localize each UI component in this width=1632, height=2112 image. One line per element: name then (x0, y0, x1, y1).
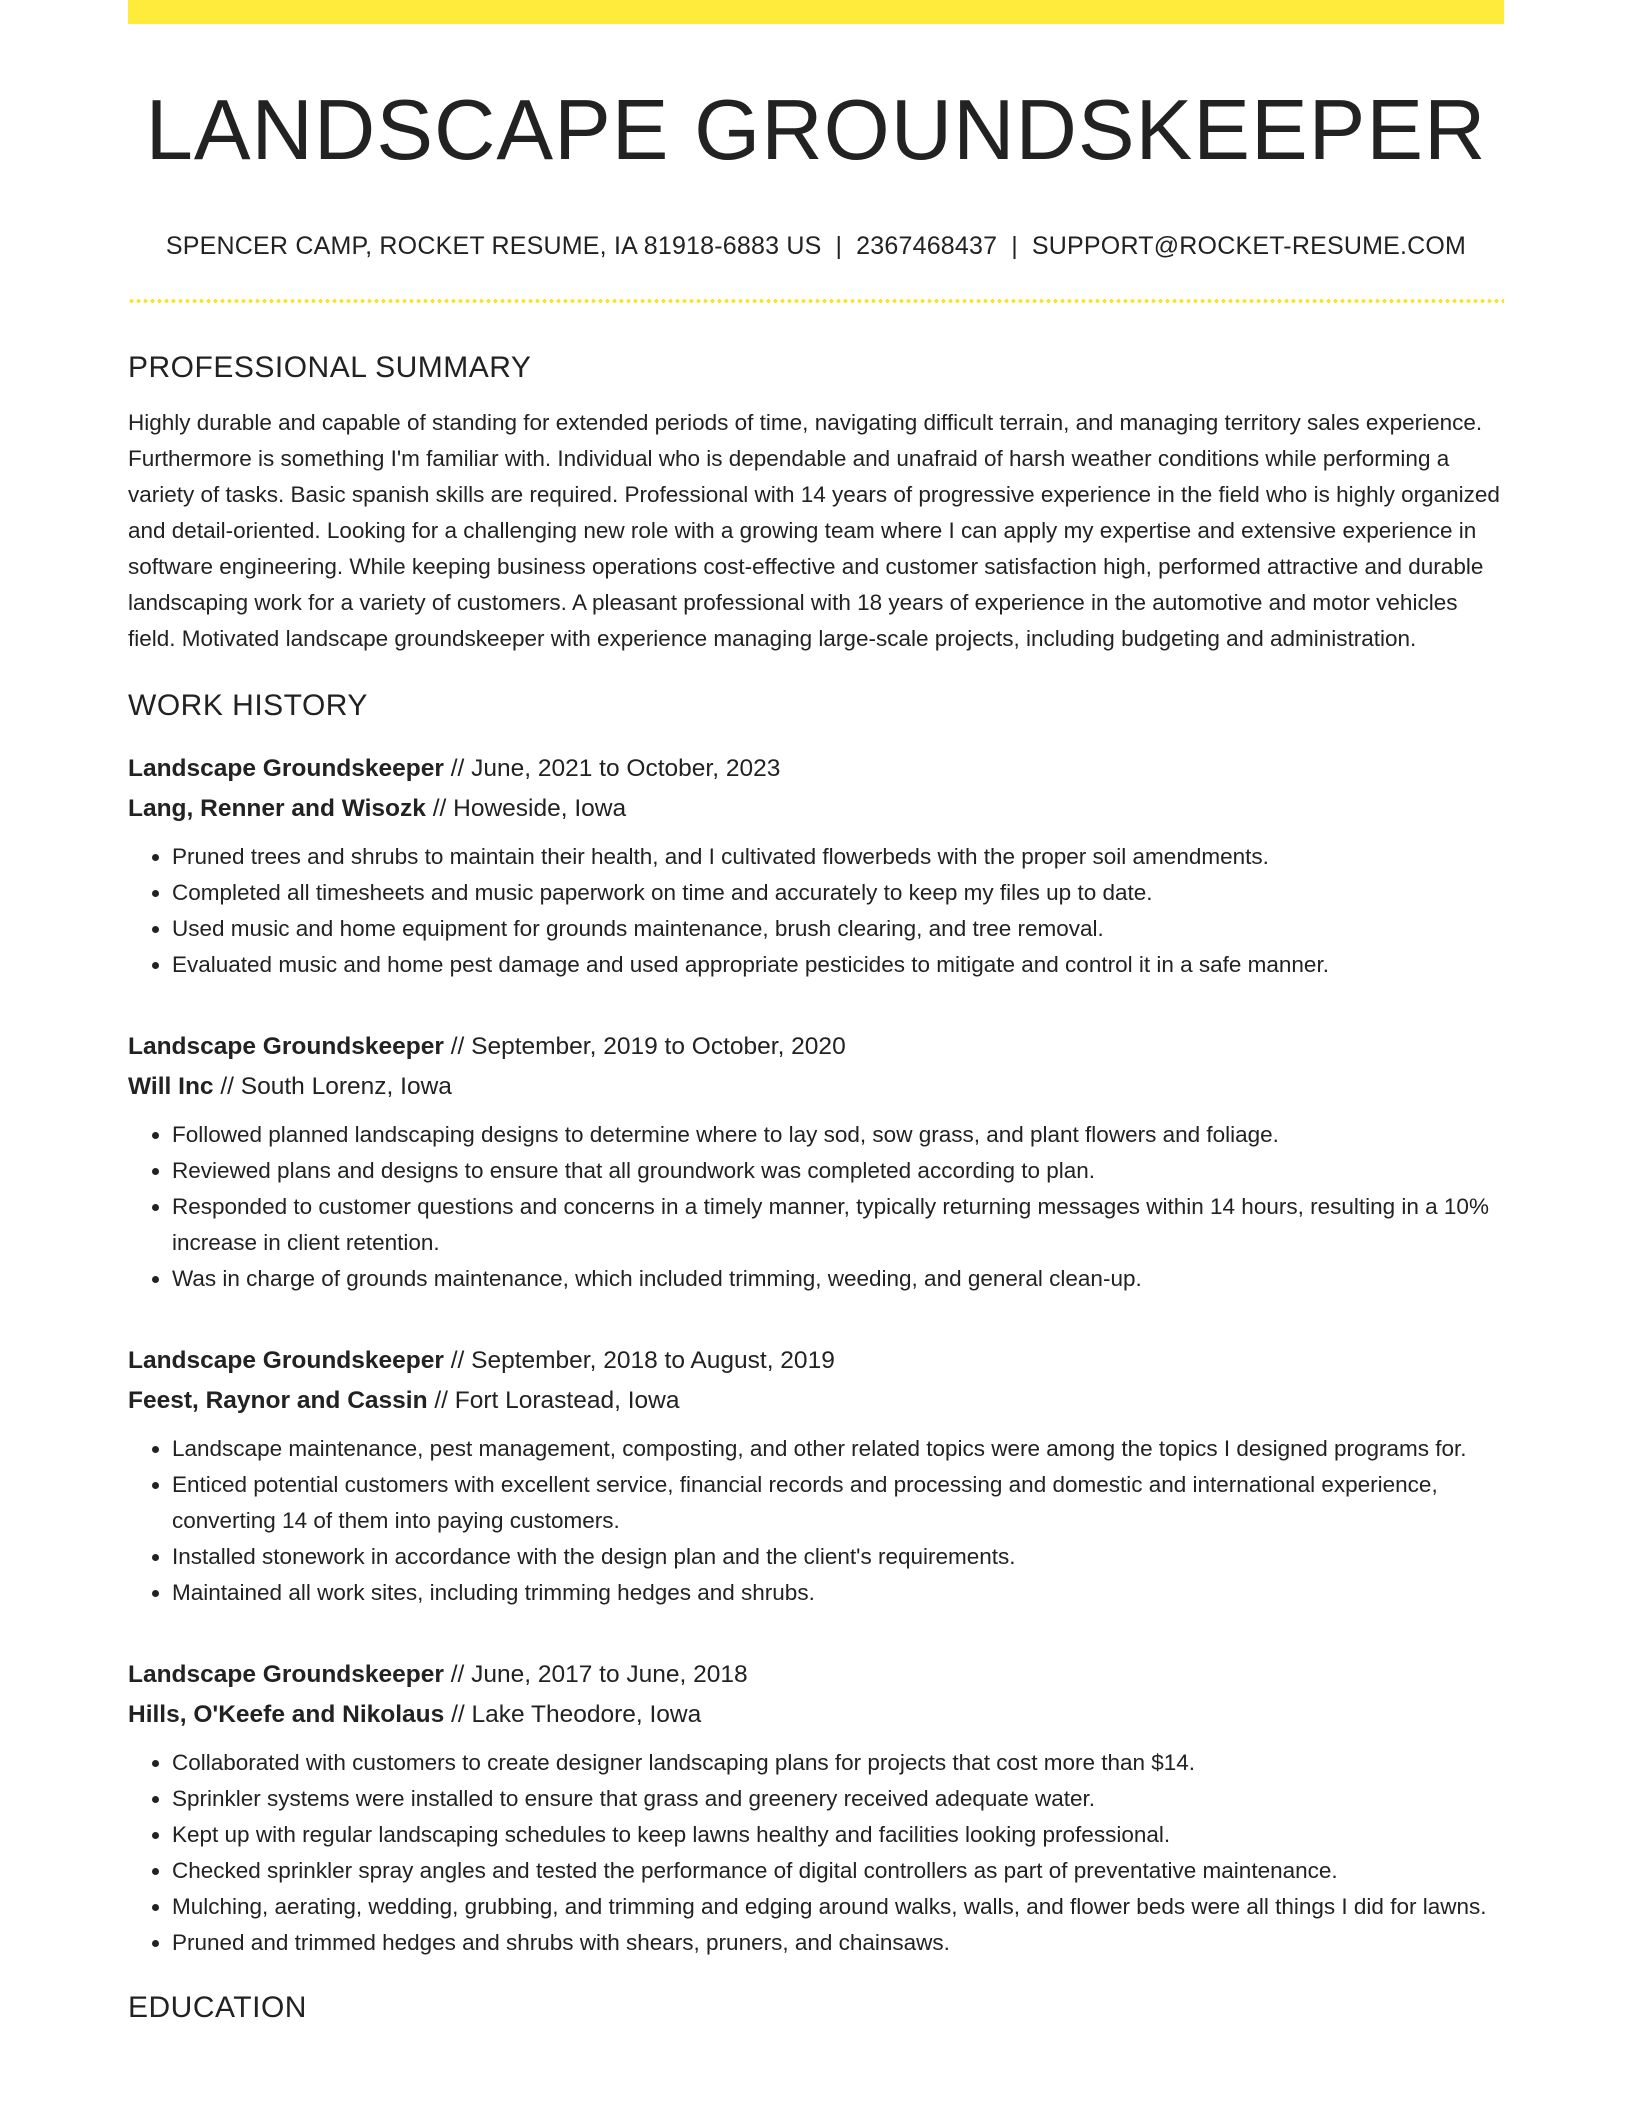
job-duty-item: • Responded to customer questions and concerns in a timely manner, typically returning messages within 14 hours, resulting in a 10% increase in client retention. (172, 1189, 1504, 1261)
summary-text: Highly durable and capable of standing for extended periods of time, navigating difficult terrain, and managing territory sales experience. Furthermore is something I'm familiar with. Individual who is dependable and unafraid of harsh weather conditions while performing a variety of tasks. Basic spanish skills are required. Professional with 14 years of progressive experience in the field who is highly organized and detail-oriented. Looking for a challenging new role with a growing team where I can apply my expertise and extensive experience in software engineering. While keeping business operations cost-effective and customer satisfaction high, performed attractive and durable landscaping work for a variety of customers. A pleasant professional with 18 years of experience in the automotive and motor vehicles field. Motivated landscape groundskeeper with experience managing large-scale projects, including budgeting and administration. (128, 409, 1500, 651)
job-duty-item: • Installed stonework in accordance with the design plan and the client's requirements. (172, 1539, 1504, 1575)
job-dates: // September, 2018 to August, 2019 (443, 1346, 835, 1374)
job-company-line (128, 1695, 1504, 1735)
job-duty-item: • Reviewed plans and designs to ensure that all groundwork was completed according to plan. (172, 1153, 1504, 1189)
job-duty-item: • Was in charge of grounds maintenance, which included trimming, weeding, and general clean-up. (172, 1261, 1504, 1297)
job-company-line (128, 789, 1504, 829)
job-duty-item: • Sprinkler systems were installed to ensure that grass and greenery received adequate water. (172, 1781, 1504, 1817)
job-company: Will Inc (128, 1072, 214, 1100)
job-company-line (128, 1067, 1504, 1107)
job-duty-item: • Checked sprinkler spray angles and tested the performance of digital controllers as part of preventative maintenance. (172, 1853, 1504, 1889)
job-entry (128, 1027, 1504, 1297)
job-title-line (128, 1027, 1504, 1067)
job-dates: // September, 2019 to October, 2020 (443, 1032, 846, 1060)
job-duty-item: • Pruned and trimmed hedges and shrubs with shears, pruners, and chainsaws. (172, 1925, 1504, 1961)
job-title: Landscape Groundskeeper (128, 1660, 444, 1688)
job-duty-item: • Used music and home equipment for grounds maintenance, brush clearing, and tree removal. (172, 911, 1504, 947)
job-entry (128, 749, 1504, 983)
job-location: // Fort Lorastead, Iowa (427, 1386, 680, 1414)
job-duty-item: • Collaborated with customers to create designer landscaping plans for projects that cost more than $14. (172, 1745, 1504, 1781)
job-title-line (128, 749, 1504, 789)
work-history-heading: WORK HISTORY (128, 688, 368, 722)
job-duty-item: • Enticed potential customers with excellent service, financial records and processing and domestic and international experience, converting 14 of them into paying customers. (172, 1467, 1504, 1539)
job-dates: // June, 2021 to October, 2023 (443, 754, 781, 782)
job-company-line (128, 1381, 1504, 1421)
job-title: Landscape Groundskeeper (128, 754, 444, 782)
contact-email: SUPPORT@ROCKET-RESUME.COM (1031, 231, 1467, 260)
job-duty-item: • Pruned trees and shrubs to maintain their health, and I cultivated flowerbeds with the proper soil amendments. (172, 839, 1504, 875)
work-history-list (128, 749, 1504, 1961)
resume-page (128, 0, 1504, 2025)
job-entry (128, 1655, 1504, 1961)
job-title-line (128, 1341, 1504, 1381)
job-location: // Howeside, Iowa (425, 794, 627, 822)
job-title-line (128, 1655, 1504, 1695)
job-duty-item: • Followed planned landscaping designs to determine where to lay sod, sow grass, and plant flowers and foliage. (172, 1117, 1504, 1153)
contact-address: SPENCER CAMP, ROCKET RESUME, IA 81918-6883 US (165, 231, 822, 260)
job-company: Lang, Renner and Wisozk (128, 794, 426, 822)
contact-separator: | (835, 231, 843, 260)
job-duties-list (128, 1117, 1504, 1297)
accent-bar (128, 0, 1504, 24)
job-company: Feest, Raynor and Cassin (128, 1386, 428, 1414)
job-duty-item: • Landscape maintenance, pest management, composting, and other related topics were among the topics I designed programs for. (172, 1431, 1504, 1467)
education-heading: EDUCATION (128, 1990, 307, 2024)
job-duty-item: • Kept up with regular landscaping schedules to keep lawns healthy and facilities looking professional. (172, 1817, 1504, 1853)
summary-heading: PROFESSIONAL SUMMARY (128, 350, 532, 384)
job-entry (128, 1341, 1504, 1611)
job-title: Landscape Groundskeeper (128, 1346, 444, 1374)
job-duties-list (128, 1745, 1504, 1961)
job-duties-list (128, 839, 1504, 983)
contact-line (128, 232, 1504, 261)
job-dates: // June, 2017 to June, 2018 (443, 1660, 748, 1688)
job-duty-item: • Mulching, aerating, wedding, grubbing, and trimming and edging around walks, walls, and flower beds were all things I did for lawns. (172, 1889, 1504, 1925)
job-company: Hills, O'Keefe and Nikolaus (128, 1700, 445, 1728)
job-duties-list (128, 1431, 1504, 1611)
contact-phone: 2367468437 (856, 231, 998, 260)
job-duty-item: • Maintained all work sites, including trimming hedges and shrubs. (172, 1575, 1504, 1611)
job-title: Landscape Groundskeeper (128, 1032, 444, 1060)
dotted-divider (128, 299, 1504, 303)
job-duty-item: • Evaluated music and home pest damage and used appropriate pesticides to mitigate and control it in a safe manner. (172, 947, 1504, 983)
job-location: // Lake Theodore, Iowa (444, 1700, 702, 1728)
resume-title: LANDSCAPE GROUNDSKEEPER (145, 83, 1487, 178)
job-duty-item: • Completed all timesheets and music paperwork on time and accurately to keep my files up to date. (172, 875, 1504, 911)
job-location: // South Lorenz, Iowa (213, 1072, 452, 1100)
contact-separator: | (1011, 231, 1018, 260)
